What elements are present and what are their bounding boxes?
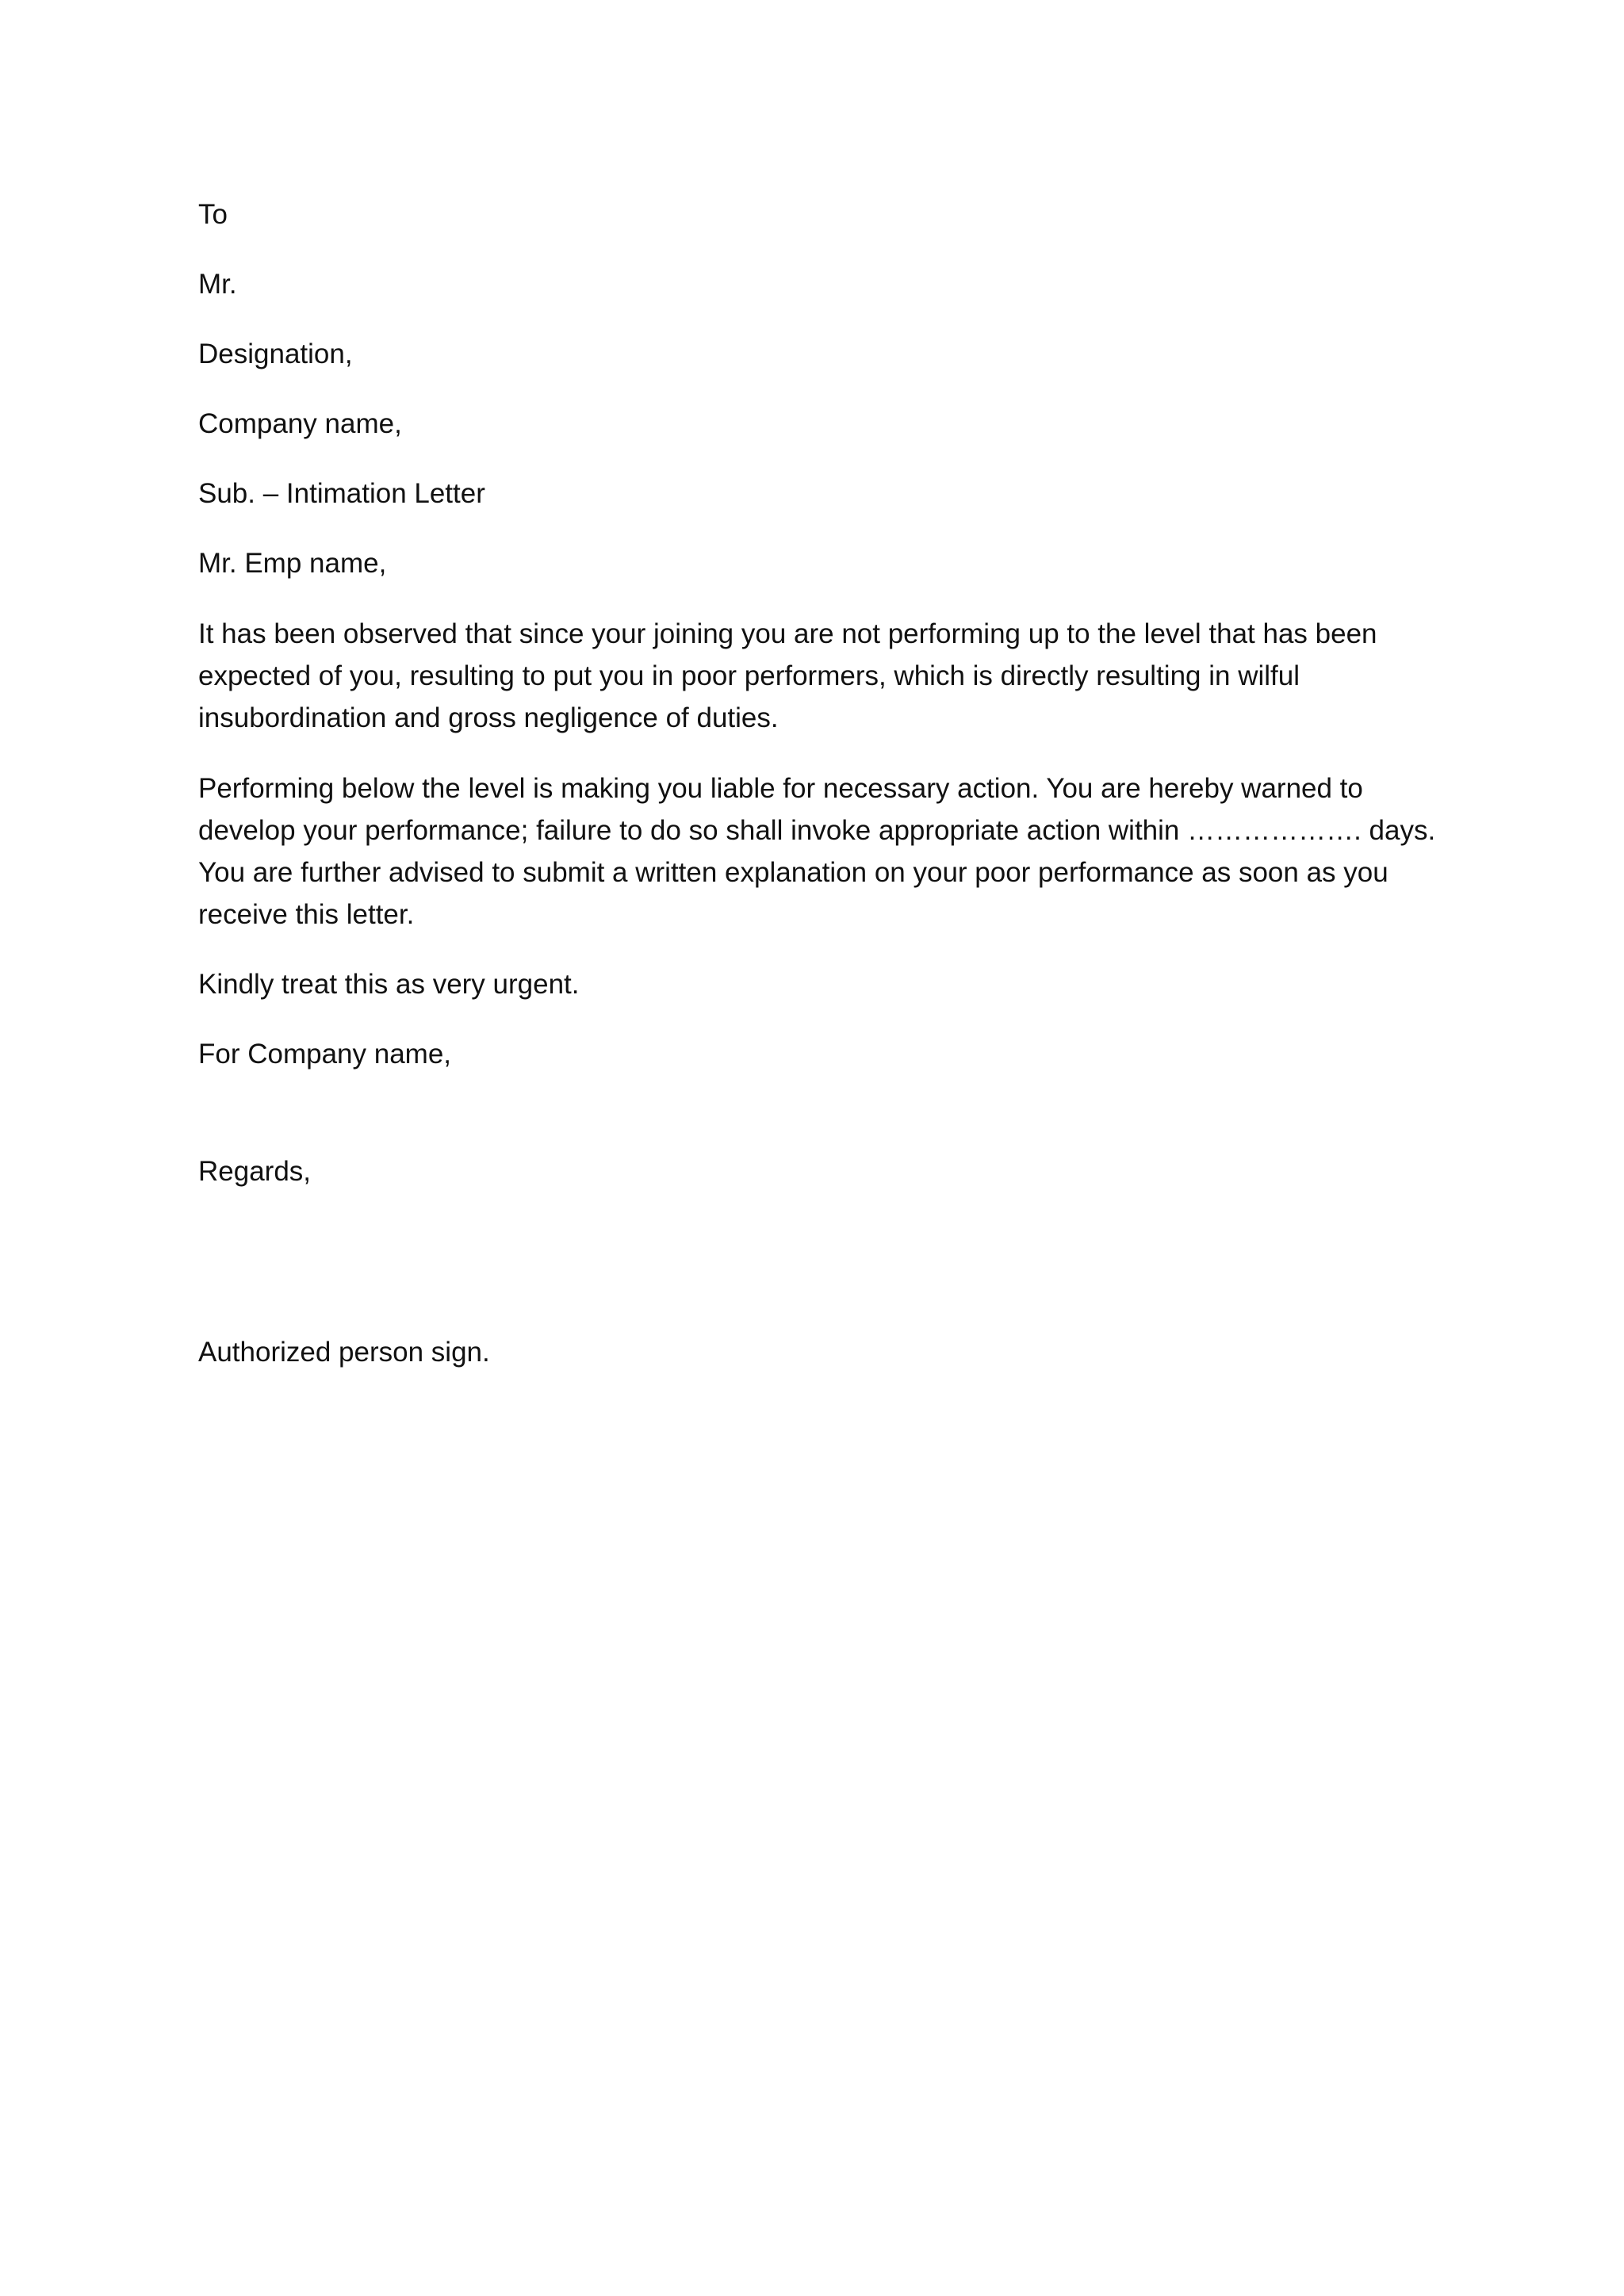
body-paragraph-2 xyxy=(198,767,1435,936)
body-paragraph-1 xyxy=(198,613,1435,739)
recipient-designation: Designation, xyxy=(198,339,353,369)
closing-note: Kindly treat this as very urgent. xyxy=(198,969,580,1000)
paragraph-line: expected of you, resulting to put you in poor performers, which is directly resulting in wilful xyxy=(198,660,1300,691)
paragraph-line: receive this letter. xyxy=(198,899,415,930)
signature-line: Authorized person sign. xyxy=(198,1337,490,1368)
paragraph-line: develop your performance; failure to do so shall invoke appropriate action within ………………. days. xyxy=(198,815,1436,846)
for-company: For Company name, xyxy=(198,1039,452,1070)
paragraph-line: It has been observed that since your joining you are not performing up to the level that has been xyxy=(198,618,1377,649)
letter-body xyxy=(198,194,1435,1373)
recipient-name: Mr. xyxy=(198,269,237,300)
signature-space xyxy=(198,1192,1435,1332)
salutation: Mr. Emp name, xyxy=(198,548,387,579)
recipient-company: Company name, xyxy=(198,408,402,439)
regards: Regards, xyxy=(198,1156,312,1187)
letter-subject: Sub. – Intimation Letter xyxy=(198,478,485,509)
paragraph-line: insubordination and gross negligence of duties. xyxy=(198,702,779,733)
paragraph-line: You are further advised to submit a written explanation on your poor performance as soon as you xyxy=(198,857,1388,888)
to-label: To xyxy=(198,199,228,230)
spacer xyxy=(198,1075,1435,1151)
paragraph-line: Performing below the level is making you liable for necessary action. You are hereby warned to xyxy=(198,773,1363,804)
